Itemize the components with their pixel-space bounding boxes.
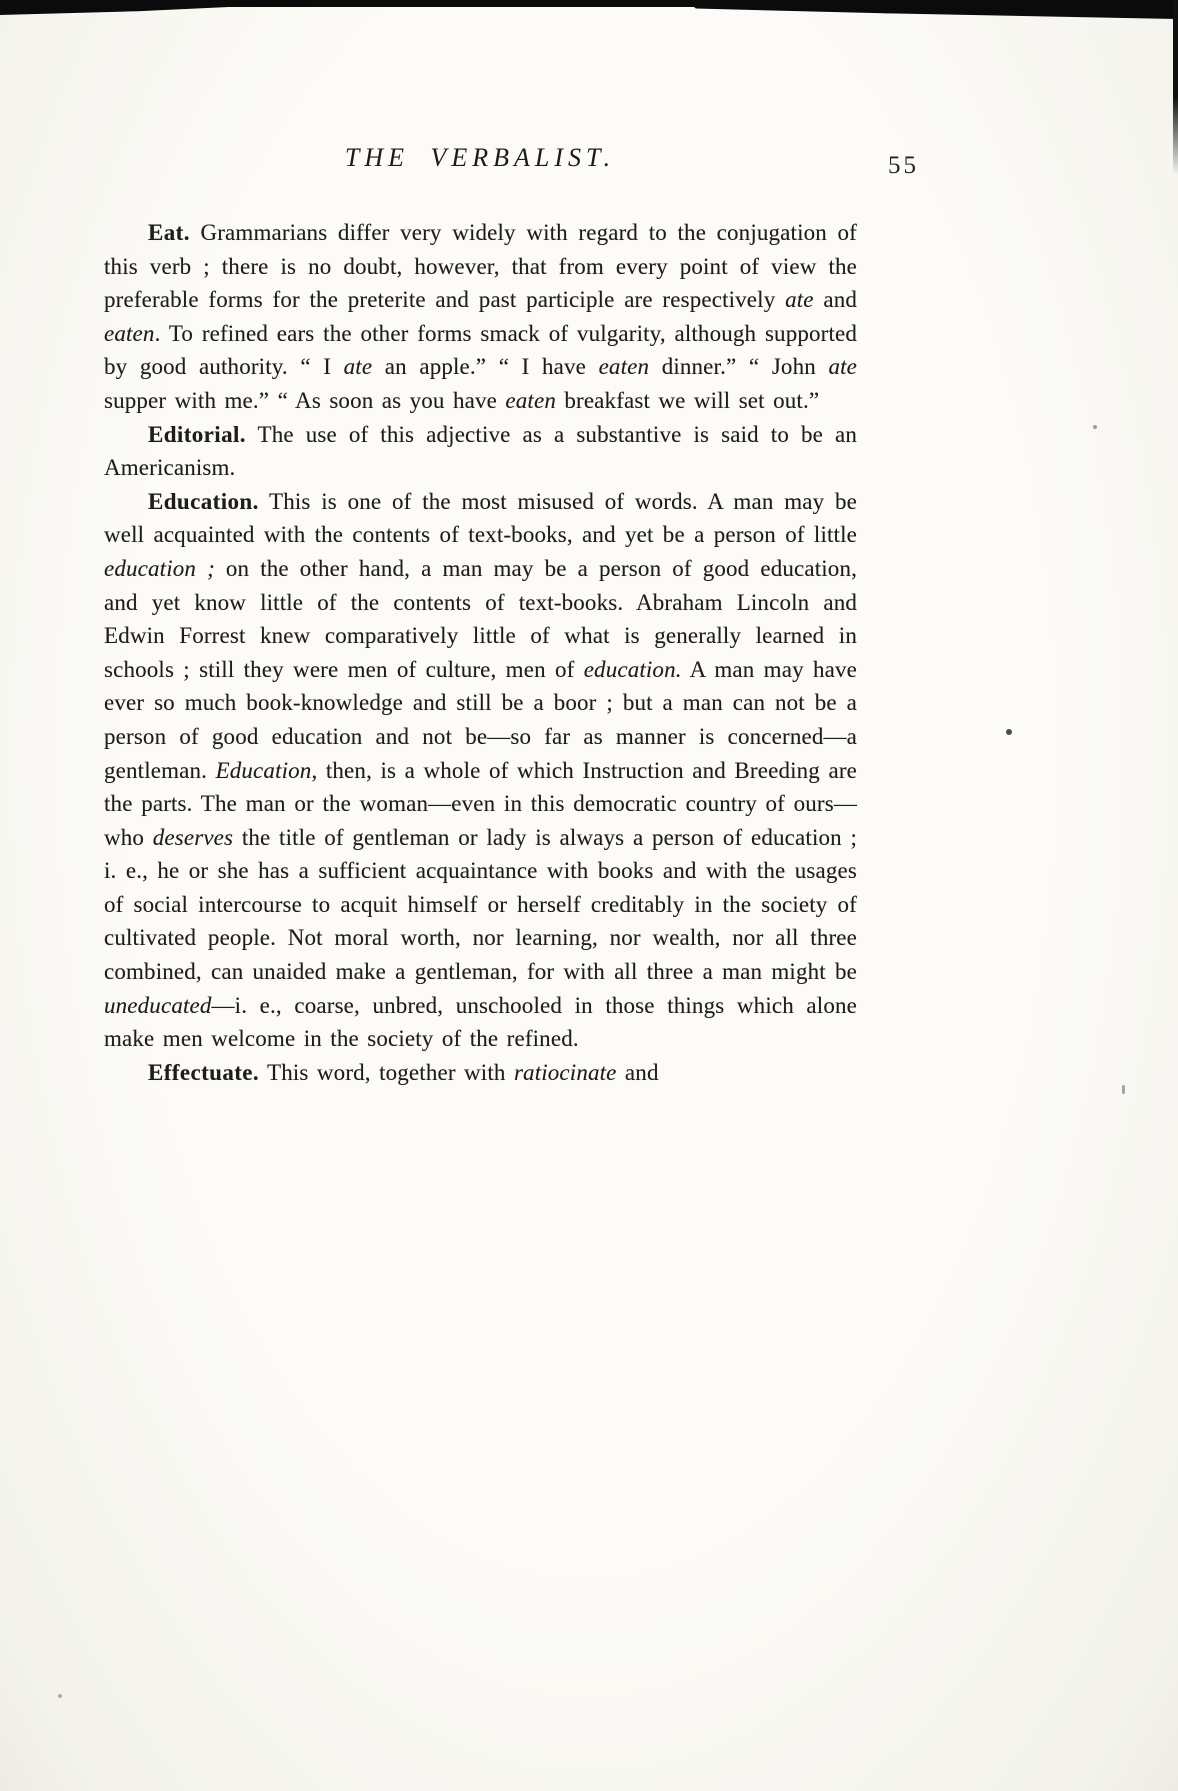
entry-headword: Editorial. xyxy=(148,421,246,447)
body-text-run: dinner.” “ John xyxy=(649,354,829,380)
body-text-run: The use of this adjective as a substantive is said to be an Americanism. xyxy=(104,421,857,481)
entry-headword: Education. xyxy=(148,488,259,514)
emphasized-text: eaten xyxy=(505,387,556,413)
body-text-run: —i. e., coarse, unbred, unschooled in those things which alone make men welcome in the society of the refined. xyxy=(104,992,857,1052)
emphasized-text: eaten xyxy=(598,354,650,380)
scan-speck xyxy=(1006,729,1012,735)
page-header xyxy=(104,143,856,173)
scan-edge-right xyxy=(1173,0,1178,175)
running-title: THE VERBALIST. xyxy=(344,143,616,172)
scan-speck xyxy=(1122,1085,1125,1094)
emphasized-text: education. xyxy=(583,656,682,682)
emphasized-text: deserves xyxy=(152,824,234,850)
body-text-run: This is one of the most misused of words. A man may be well acquainted with the contents of text-books, and yet be a person of little xyxy=(104,488,857,548)
body-text-run: A man may have ever so much book-knowledge and still be a boor ; but a man can not be a person of good education and not be—so far as manner is concerned—a gentleman. xyxy=(104,656,857,783)
body-text-run: the title of gentleman or lady is always a person of education ; i. e., he or she has a sufficient acquaintance with books and with the usages of social intercourse to acquit himself or herself creditably in the society of cultivated people. Not moral worth, nor learning, nor wealth, nor all three combined, can unaided make a gentleman, for with all three a man might be xyxy=(104,824,857,985)
scan-speck xyxy=(58,1694,62,1698)
emphasized-text: eaten xyxy=(104,320,155,346)
entry-paragraph xyxy=(104,216,857,418)
body-text-run: an apple.” “ I have xyxy=(372,354,599,380)
emphasized-text: ratiocinate xyxy=(513,1059,617,1085)
scan-edge-top-right xyxy=(686,0,1178,19)
entry-paragraph xyxy=(104,485,857,1056)
entry-headword: Effectuate. xyxy=(148,1059,260,1085)
page-number: 55 xyxy=(888,152,919,179)
emphasized-text: ate xyxy=(785,287,814,313)
emphasized-text: Education xyxy=(215,757,312,783)
emphasized-text: uneducated xyxy=(104,992,212,1018)
entry-paragraph xyxy=(104,1056,857,1090)
body-text-run: breakfast we will set out.” xyxy=(555,387,820,413)
body-text-run: , then, is a whole of which Instruction and Breeding are the parts. The man or the woman—even in this democratic country of ours—who xyxy=(104,757,857,850)
emphasized-text: ate xyxy=(828,354,857,380)
body-text-run: and xyxy=(616,1059,659,1085)
scan-edge-top-left xyxy=(0,0,250,15)
scan-speck xyxy=(1093,425,1097,429)
body-text-run: and xyxy=(813,287,857,313)
body-text-run: supper with me.” “ As soon as you have xyxy=(104,387,506,413)
body-text-run: This word, together with xyxy=(259,1059,514,1085)
entry-headword: Eat. xyxy=(148,220,190,245)
body-text-run: Grammarians differ very widely with regard to the conjugation of this verb ; there is no doubt, however, that from every point of view the preferable forms for the preterite and past participle are respectively xyxy=(104,220,857,313)
entry-paragraph xyxy=(104,418,857,485)
emphasized-text: education ; xyxy=(104,555,215,581)
page-body xyxy=(104,216,857,1089)
body-text-run: on the other hand, a man may be a person of good education, and yet know little of the contents of text-books. Abraham Lincoln and Edwin Forrest knew comparatively little of what is generally learned in schools ; still they were men of culture, men of xyxy=(104,555,857,682)
body-text-run: . To refined ears the other forms smack of vulgarity, although supported by good authority. “ I xyxy=(104,320,857,380)
emphasized-text: ate xyxy=(343,354,373,380)
